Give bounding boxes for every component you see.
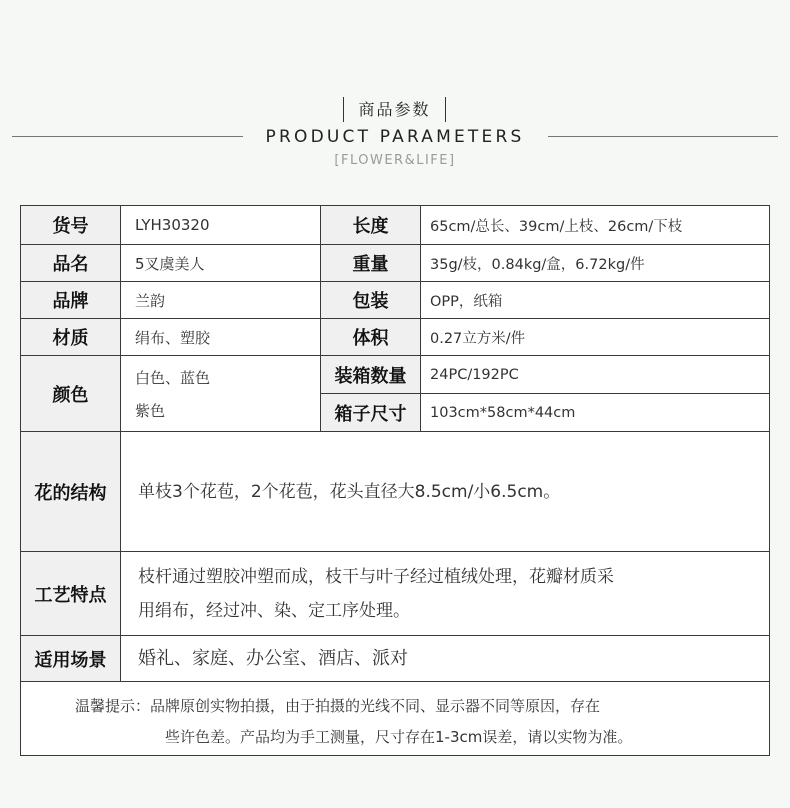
- label-packing: 包装: [320, 281, 420, 318]
- value-structure-text: 单枝3个花苞，2个花苞，花头直径大8.5cm/小6.5cm。: [138, 481, 561, 502]
- label-material: 材质: [21, 318, 120, 355]
- label-color: 颜色: [21, 355, 120, 431]
- label-volume: 体积: [320, 318, 420, 355]
- value-packing: OPP，纸箱: [420, 281, 769, 318]
- value-brand: 兰韵: [120, 281, 320, 318]
- value-color-line1: 白色、蓝色: [135, 368, 211, 387]
- value-name: 5叉虞美人: [120, 244, 320, 281]
- notice-line2: 些许色差。产品均为手工测量，尺寸存在1-3cm误差，请以实物为准。: [165, 728, 633, 746]
- label-brand: 品牌: [21, 281, 120, 318]
- value-volume: 0.27立方米/件: [420, 318, 769, 355]
- section-title-en: PRODUCT PARAMETERS: [265, 127, 525, 147]
- label-weight: 重量: [320, 244, 420, 281]
- value-weight: 35g/枝，0.84kg/盒，6.72kg/件: [420, 244, 769, 281]
- notice-line1: 温馨提示：品牌原创实物拍摄，由于拍摄的光线不同、显示器不同等原因，存在: [75, 697, 601, 715]
- label-structure: 花的结构: [21, 431, 120, 551]
- label-carton-qty: 装箱数量: [320, 355, 420, 393]
- value-craft-line1: 枝杆通过塑胶冲塑而成，枝干与叶子经过植绒处理，花瓣材质采: [138, 566, 614, 587]
- value-material: 绢布、塑胶: [120, 318, 320, 355]
- value-carton-size: 103cm*58cm*44cm: [420, 393, 769, 431]
- value-color-line2: 紫色: [135, 401, 166, 420]
- section-title-cn: 商品参数: [343, 97, 446, 122]
- value-length: 65cm/总长、39cm/上枝、26cm/下枝: [420, 206, 769, 244]
- value-usage: 婚礼、家庭、办公室、酒店、派对: [120, 635, 769, 681]
- value-craft: [120, 551, 769, 635]
- section-header: [0, 0, 790, 200]
- label-length: 长度: [320, 206, 420, 244]
- label-usage: 适用场景: [21, 635, 120, 681]
- label-name: 品名: [21, 244, 120, 281]
- value-color: [120, 355, 320, 431]
- label-carton-size: 箱子尺寸: [320, 393, 420, 431]
- label-craft: 工艺特点: [21, 551, 120, 635]
- divider-right: [548, 136, 778, 137]
- value-item-no: LYH30320: [120, 206, 320, 244]
- section-subtitle: [FLOWER&LIFE]: [334, 153, 456, 168]
- value-craft-line2: 用绢布，经过冲、染、定工序处理。: [138, 600, 410, 621]
- notice: [21, 681, 769, 755]
- label-item-no: 货号: [21, 206, 120, 244]
- product-parameters-table: [20, 205, 770, 756]
- value-carton-qty: 24PC/192PC: [420, 355, 769, 393]
- value-structure: [120, 431, 769, 551]
